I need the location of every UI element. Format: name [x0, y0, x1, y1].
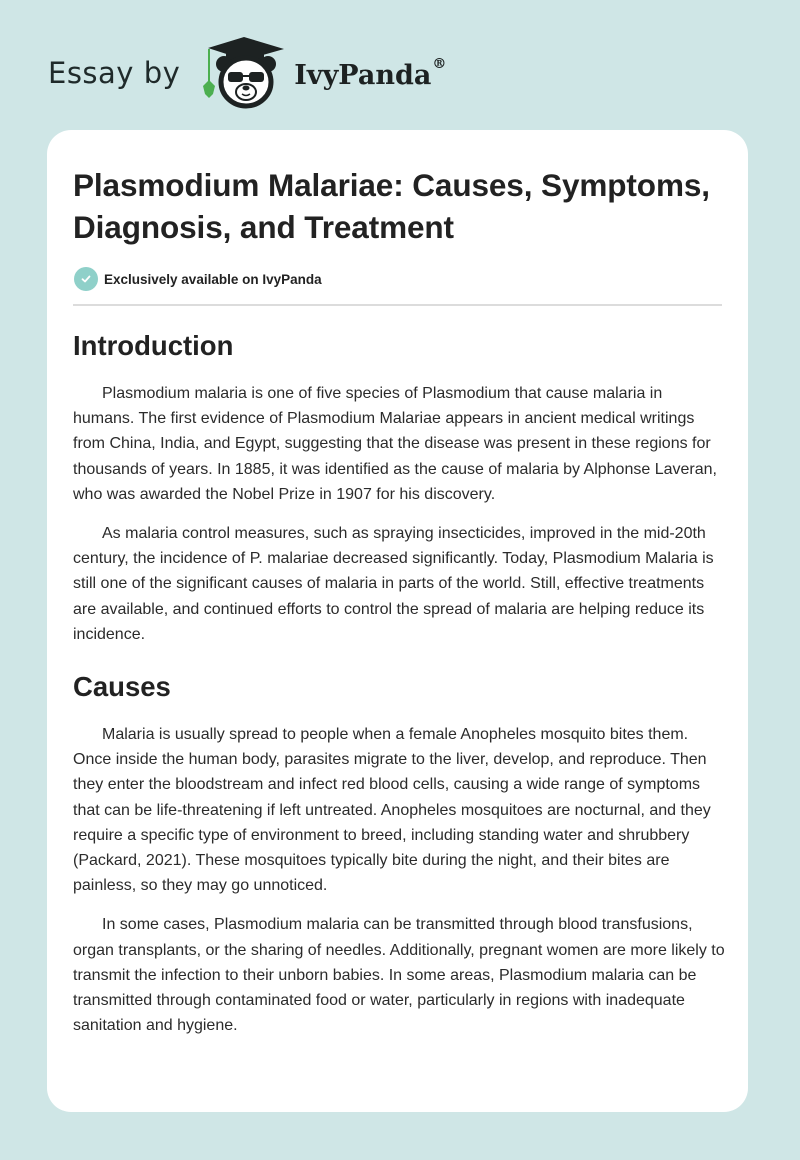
- page-title: Plasmodium Malariae: Causes, Symptoms, Diagnosis, and Treatment: [73, 167, 710, 245]
- section-heading-introduction: Introduction: [73, 330, 234, 361]
- essay-card: [47, 130, 748, 1112]
- site-header: [48, 34, 446, 110]
- check-circle-icon: [74, 267, 98, 291]
- paragraph: Malaria is usually spread to people when a female Anopheles mosquito bites them. Once inside the human body, parasites migrate to the liver, develop, and reproduce. Then they enter the bloodstream and infect red blood cells, causing a wide range of symptoms that can be life-threatening if left untreated. Anopheles mosquitoes are nocturnal, and they require a specific type of environment to breed, including standing water and shrubbery (Packard, 2021). These mosquitoes typically bite during the night, and their bites are painless, so they may go unnoticed.: [73, 726, 711, 895]
- exclusive-badge: [73, 267, 722, 291]
- paragraph: Plasmodium malaria is one of five species of Plasmodium that cause malaria in humans. The first evidence of Plasmodium Malariae appears in ancient medical writings from China, India, and Egypt, suggesting that the disease was present in these regions for thousands of years. In 1885, it was identified as the cause of malaria by Alphonse Laveran, who was awarded the Nobel Prize in 1907 for his discovery.: [73, 385, 717, 503]
- badge-text: Exclusively available on IvyPanda: [104, 271, 322, 287]
- essay-by-label: Essay by: [48, 56, 181, 90]
- paragraph: As malaria control measures, such as spraying insecticides, improved in the mid-20th century, the incidence of P. malariae decreased significantly. Today, Plasmodium Malaria is still one of the significant causes of malaria in parts of the world. Still, effective treatments are available, and continued efforts to control the spread of malaria are helping reduce its incidence.: [73, 525, 714, 643]
- brand-name[interactable]: IvyPanda®: [294, 55, 447, 91]
- divider: [73, 304, 722, 306]
- panda-graduation-cap-icon[interactable]: [200, 34, 286, 110]
- section-heading-causes: Causes: [73, 671, 171, 703]
- registered-mark: ®: [432, 55, 447, 72]
- paragraph: In some cases, Plasmodium malaria can be transmitted through blood transfusions, organ transplants, or the sharing of needles. Additionally, pregnant women are more likely to transmit the infection to their unborn babies. In some areas, Plasmodium malaria can be transmitted through contaminated food or water, particularly in regions with inadequate sanitation and hygiene.: [73, 916, 725, 1035]
